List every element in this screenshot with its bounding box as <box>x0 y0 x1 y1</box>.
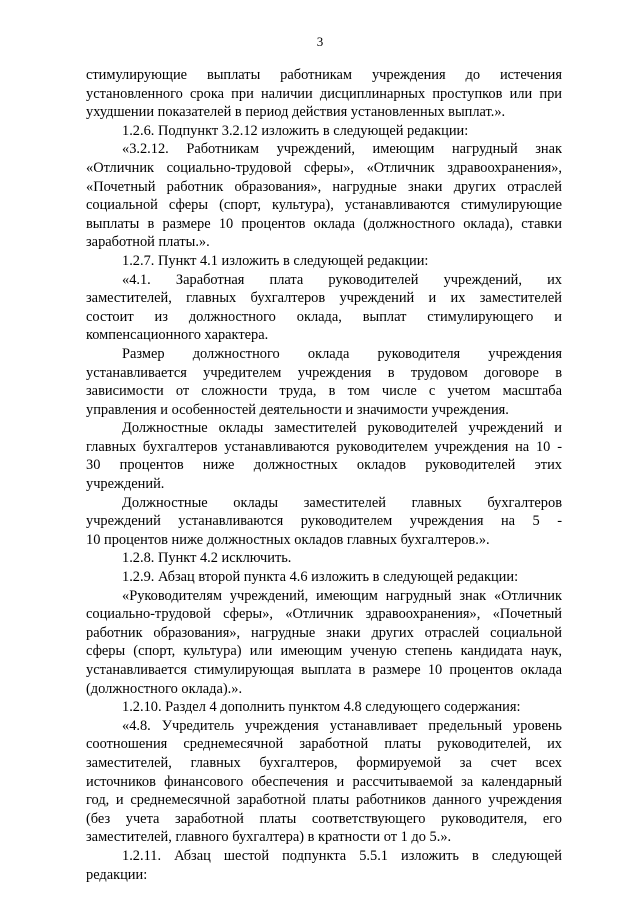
text-line: редакции: <box>86 866 148 883</box>
text-line: источников финансового обеспечения и рассчитываемой за календарный <box>86 773 562 790</box>
text-line: (без учета заработной платы соответствующего руководителя, его <box>86 810 562 827</box>
text-line: заместителей, главных бухгалтеров, формируемой за счет всех <box>86 754 562 771</box>
text-line: зависимости от сложности труда, в том числе с учетом масштаба <box>86 383 562 400</box>
paragraph <box>86 568 562 587</box>
text-line: заместителей, главного бухгалтера) в кратности от 1 до 5.». <box>86 829 452 846</box>
paragraph <box>86 345 562 419</box>
document-body <box>86 66 562 884</box>
paragraph <box>86 847 562 884</box>
text-line: 1.2.6. Подпункт 3.2.12 изложить в следующей редакции: <box>122 122 469 139</box>
text-line: соотношения среднемесячной заработной платы руководителей, их <box>86 736 562 753</box>
text-line: «Отличник социально-трудовой сферы», «Отличник здравоохранения», <box>86 159 562 176</box>
text-line: «Почетный работник образования», нагрудные знаки других отраслей <box>86 178 562 195</box>
text-line: компенсационного характера. <box>86 327 269 344</box>
text-line: «4.1. Заработная плата руководителей учреждений, их <box>122 271 562 288</box>
text-line: учреждений устанавливаются руководителем учреждения на 5 - <box>86 513 562 530</box>
text-line: 1.2.7. Пункт 4.1 изложить в следующей редакции: <box>122 252 429 269</box>
text-line: (должностного оклада).». <box>86 680 243 697</box>
paragraph <box>86 419 562 493</box>
text-line: ухудшении показателей в период действия установленных выплат.». <box>86 104 506 121</box>
text-line: 1.2.10. Раздел 4 дополнить пунктом 4.8 следующего содержания: <box>122 699 521 716</box>
text-line: установленного срока при наличии дисциплинарных проступков или при <box>86 85 562 102</box>
paragraph <box>86 494 562 550</box>
paragraph <box>86 140 562 252</box>
text-line: 10 процентов ниже должностных окладов главных бухгалтеров.». <box>86 531 490 548</box>
text-line: «3.2.12. Работникам учреждений, имеющим нагрудный знак <box>122 141 562 158</box>
text-line: заместителей, главных бухгалтеров учреждений и их заместителей <box>86 290 562 307</box>
text-line: социально-трудовой сферы», «Отличник здравоохранения», «Почетный <box>86 606 562 623</box>
text-line: «Руководителям учреждений, имеющим нагрудный знак «Отличник <box>122 587 562 604</box>
text-line: Размер должностного оклада руководителя учреждения <box>122 345 562 362</box>
text-line: главных бухгалтеров устанавливаются руководителем учреждения на 10 - <box>86 438 562 455</box>
text-line: управления и особенностей деятельности и значимости учреждения. <box>86 401 509 418</box>
text-line: Должностные оклады заместителей руководителей учреждений и <box>122 420 562 437</box>
text-line: заработной платы.». <box>86 234 210 251</box>
text-line: устанавливается стимулирующая выплата в размере 10 процентов оклада <box>86 662 562 678</box>
text-line: состоит из должностного оклада, выплат стимулирующего и <box>86 308 562 325</box>
text-line: 30 процентов ниже должностных окладов руководителей этих <box>86 457 562 474</box>
paragraph <box>86 252 562 271</box>
paragraph <box>86 122 562 141</box>
text-line: устанавливается учредителем учреждения в трудовом договоре в <box>86 364 562 381</box>
paragraph <box>86 587 562 699</box>
text-line: год, и среднемесячной заработной платы работников данного учреждения <box>86 792 562 809</box>
text-line: 1.2.11. Абзац шестой подпункта 5.5.1 изложить в следующей <box>122 847 562 864</box>
text-line: выплаты в размере 10 процентов оклада (должностного оклада), ставки <box>86 215 562 232</box>
text-line: сферы (спорт, культура) или имеющим ученую степень кандидата наук, <box>86 643 562 660</box>
text-line: 1.2.9. Абзац второй пункта 4.6 изложить в следующей редакции: <box>122 569 519 586</box>
text-line: 1.2.8. Пункт 4.2 исключить. <box>122 550 292 567</box>
text-line: учреждений. <box>86 476 165 493</box>
text-line: стимулирующие выплаты работникам учреждения до истечения <box>86 67 562 83</box>
paragraph <box>86 717 562 847</box>
text-line: работник образования», нагрудные знаки других отраслей социальной <box>86 624 562 641</box>
page-number: 3 <box>316 34 324 49</box>
text-line: социальной сферы (спорт, культура), устанавливаются стимулирующие <box>86 197 562 214</box>
text-line: «4.8. Учредитель учреждения устанавливает предельный уровень <box>122 717 562 734</box>
text-line: Должностные оклады заместителей главных бухгалтеров <box>122 494 562 511</box>
paragraph <box>86 271 562 345</box>
paragraph <box>86 66 562 122</box>
paragraph <box>86 698 562 717</box>
paragraph <box>86 549 562 568</box>
